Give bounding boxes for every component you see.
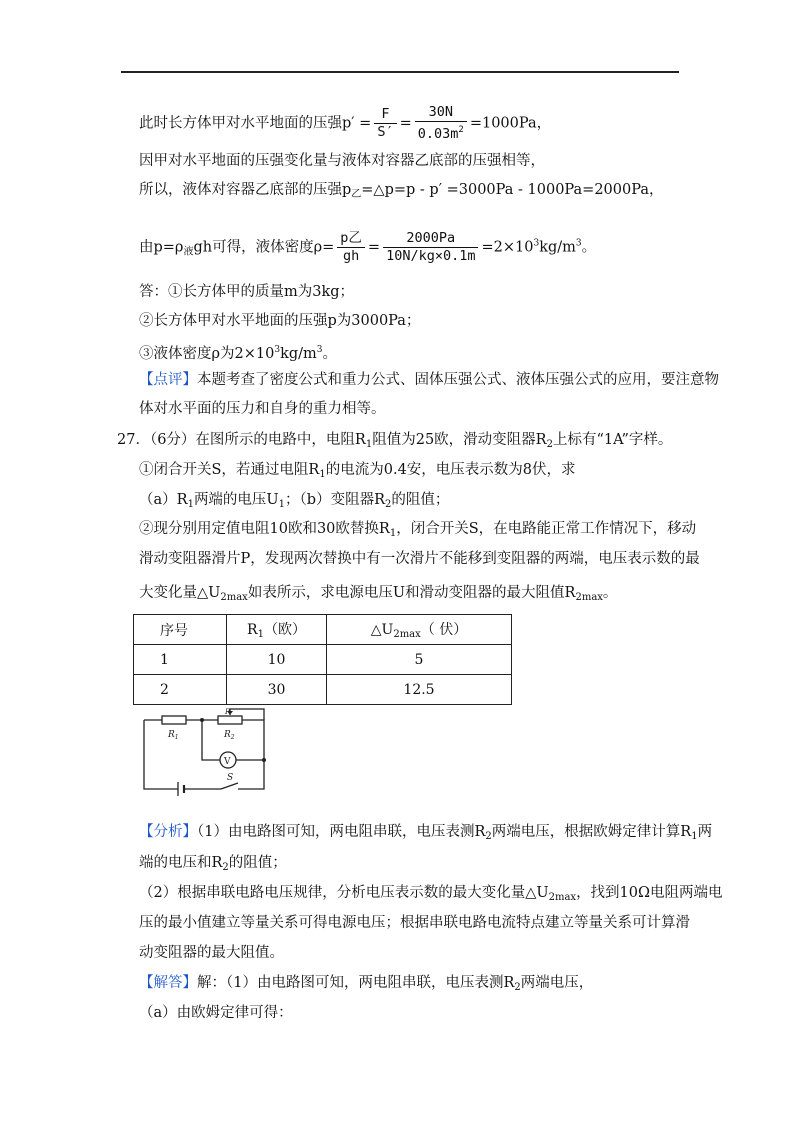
equals: = (399, 115, 412, 132)
question-27-title (117, 430, 672, 455)
text: 的阻值； (228, 855, 287, 871)
review-line (139, 370, 719, 390)
text: ，找到10Ω电阻两端电 (576, 885, 723, 901)
numerator: 2000Pa (383, 230, 478, 248)
text: gh可得，液体密度ρ= (193, 239, 335, 256)
header-cell (327, 615, 512, 645)
answer-line: ②长方体甲对水平地面的压强p为3000Pa； (139, 313, 421, 329)
table-cell: 30 (227, 675, 327, 705)
superscript: 3 (533, 238, 540, 249)
subscript: 2 (546, 439, 553, 450)
text: 。 (581, 239, 597, 256)
denominator: 10N/kg×0.1m (386, 248, 476, 264)
subscript: 1 (278, 499, 286, 510)
header-cell (227, 615, 327, 645)
text: 所以，液体对容器乙底部的压强p (139, 182, 352, 198)
label-r1: $R_1$ (168, 730, 179, 741)
analysis-line: 动变阻器的最大阻值。 (139, 945, 284, 961)
text: 两端电压， (520, 975, 594, 991)
paragraph-line (139, 180, 663, 205)
resistor-r1 (162, 716, 186, 724)
subscript: 1 (319, 469, 326, 480)
header-cell: 序号 (134, 615, 227, 645)
numerator: 30N (415, 104, 467, 122)
table-row (134, 645, 512, 675)
fraction-2000pa (383, 230, 478, 265)
text: （2）根据串联电路电压规律，分析电压表示数的最大变化量△U (139, 885, 549, 901)
denominator (415, 122, 467, 143)
analysis-tag: 【分析】 (139, 824, 197, 840)
text: 的阻值； (391, 492, 450, 508)
text: 端的电压和R (139, 855, 223, 871)
text: 两 (697, 824, 713, 840)
den-text: 0.03m (417, 126, 459, 142)
subscript: 2max (548, 892, 577, 903)
superscript: 3 (316, 345, 323, 355)
text: =△p=p - p′ =3000Pa - 1000Pa=2000Pa， (361, 182, 664, 198)
pressure-equation-line (139, 104, 551, 143)
result: =1000Pa， (469, 115, 552, 132)
superscript: 3 (274, 345, 281, 355)
answer-line (139, 340, 337, 364)
text: 本题考查了密度公式和重力公式、固体压强公式、液体压强公式的应用，要注意物 (197, 372, 719, 388)
subscript: 1 (691, 831, 698, 842)
label-p: P (225, 708, 230, 716)
density-equation-line (139, 230, 596, 265)
question-line (139, 490, 449, 515)
slider-wire (230, 709, 264, 720)
wire (202, 720, 220, 760)
text: 两端电压，根据欧姆定律计算R (491, 824, 692, 840)
text: 解：（1）由电路图可知，两电阻串联，电压表测R (197, 975, 515, 991)
table-cell: 2 (134, 675, 227, 705)
subscript: 2max (220, 592, 248, 603)
subscript: 2max (575, 592, 603, 603)
text: ，闭合开关S，在电路能正常工作情况下，移动 (396, 521, 697, 537)
analysis-line: 压的最小值建立等量关系可得电源电压；根据串联电路电流特点建立等量关系可计算滑 (139, 915, 690, 931)
text: =2×10 (481, 239, 534, 256)
superscript: 3 (575, 238, 582, 249)
table-cell: 5 (327, 645, 512, 675)
fraction-30n (415, 104, 467, 143)
subscript: 2 (485, 831, 492, 842)
analysis-line (139, 822, 712, 847)
subscript: 液 (183, 246, 194, 258)
text: kg/m (280, 346, 317, 362)
table-cell: 10 (227, 645, 327, 675)
text: 由p=ρ (139, 239, 184, 256)
text: 。 (602, 585, 618, 601)
text: R (247, 622, 258, 638)
analysis-line (139, 853, 287, 878)
text: （a）R (139, 492, 188, 508)
junction-dot (262, 758, 266, 762)
text: 两端的电压U (193, 492, 279, 508)
text: 大变化量△U (139, 585, 221, 601)
wire (238, 760, 264, 789)
text: 27．（6分）在图所示的电路中，电阻R (117, 432, 366, 448)
subscript: 2 (222, 862, 229, 873)
subscript: 2 (514, 982, 521, 993)
text: ③液体密度ρ为2×10 (139, 346, 275, 362)
wire (242, 720, 264, 760)
subscript: 乙 (351, 189, 362, 200)
text: 。 (322, 346, 338, 362)
answer-line: 答：①长方体甲的质量m为3kg； (139, 284, 355, 300)
question-line (139, 519, 696, 544)
solution-tag: 【解答】 (139, 975, 197, 991)
text: 此时长方体甲对水平地面的压强p′ = (139, 115, 372, 132)
subscript: 1 (257, 629, 264, 640)
subscript: 2max (393, 629, 421, 640)
text: ②现分别用定值电阻10欧和30欧替换R (139, 521, 390, 537)
analysis-line (139, 883, 723, 908)
text: △U (370, 622, 394, 638)
unit: （欧） (263, 622, 306, 638)
review-line: 体对水平面的压力和自身的重力相等。 (139, 401, 386, 417)
question-line (139, 460, 576, 485)
table-header-row (134, 615, 512, 645)
numerator: p乙 (337, 230, 365, 248)
text: ①闭合开关S，若通过电阻R (139, 462, 320, 478)
subscript: 1 (187, 499, 194, 510)
text: kg/m (539, 239, 576, 256)
text: 上标有“1A”字样。 (552, 432, 673, 448)
table-row (134, 675, 512, 705)
paragraph-line: 因甲对水平地面的压强变化量与液体对容器乙底部的压强相等， (139, 153, 545, 169)
label-r2: $R_2$ (224, 730, 235, 741)
data-table (133, 614, 512, 705)
equals: = (367, 239, 381, 256)
table-cell: 1 (134, 645, 227, 675)
denominator: S′ (377, 124, 394, 140)
label-v: V (224, 757, 231, 767)
fraction-f-over-s (374, 106, 396, 141)
resistor-r2 (218, 716, 242, 724)
subscript: 1 (389, 528, 397, 539)
solution-line: （a）由欧姆定律可得： (139, 1005, 293, 1021)
subscript: 1 (365, 439, 373, 450)
circuit-diagram (136, 705, 270, 801)
text: （1）由电路图可知，两电阻串联，电压表测R (197, 824, 486, 840)
question-line: 滑动变阻器滑片P，发现两次替换中有一次滑片不能移到变阻器的两端，电压表示数的最 (139, 551, 700, 567)
denominator: gh (342, 248, 360, 264)
question-line (139, 583, 617, 608)
table-cell: 12.5 (327, 675, 512, 705)
unit: （ 伏） (420, 622, 468, 638)
label-s: S (227, 773, 234, 783)
header-rule (121, 71, 679, 73)
text: 阻值为25欧，滑动变阻器R (372, 432, 547, 448)
review-tag: 【点评】 (139, 372, 197, 388)
text: 如表所示，求电源电压U和滑动变阻器的最大阻值R (247, 585, 576, 601)
superscript: 2 (458, 125, 464, 135)
switch-s (221, 783, 238, 789)
junction-dot (200, 718, 204, 722)
fraction-p-over-gh (337, 230, 365, 265)
text: ；（b）变阻器R (285, 492, 385, 508)
numerator: F (374, 106, 396, 124)
solution-line (139, 973, 593, 998)
subscript: 2 (385, 499, 392, 510)
text: 的电流为0.4安，电压表示数为8伏，求 (325, 462, 576, 478)
